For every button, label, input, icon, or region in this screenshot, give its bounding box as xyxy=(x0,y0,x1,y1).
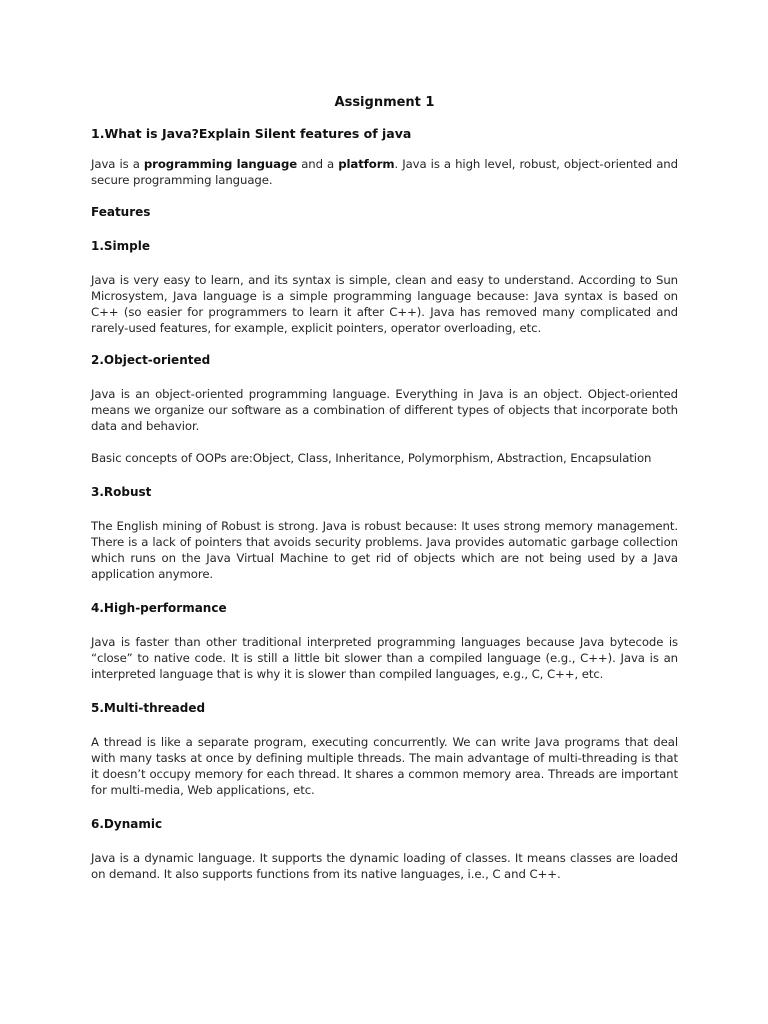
section-heading-dynamic: 6.Dynamic xyxy=(91,817,163,831)
intro-bold-programming-language: programming language xyxy=(143,157,298,171)
section-heading-simple: 1.Simple xyxy=(91,239,151,253)
section-paragraph-object-oriented: Java is an object-oriented programming language. Everything in Java is an object. Object-oriented means we organize our software as a combination of different types of objects that incorporate both data and behavior. xyxy=(91,387,678,433)
features-label: Features xyxy=(91,205,151,219)
intro-bold-platform: platform xyxy=(338,157,395,171)
document-title: Assignment 1 xyxy=(334,95,435,110)
section-heading-multi-threaded: 5.Multi-threaded xyxy=(91,701,206,715)
section-paragraph-multi-threaded: A thread is like a separate program, executing concurrently. We can write Java programs that deal with many tasks at once by defining multiple threads. The main advantage of multi-threading is that it doesn’t occupy memory for each thread. It shares a common memory area. Threads are important for multi-media, Web applications, etc. xyxy=(91,735,678,797)
section-paragraph-simple: Java is very easy to learn, and its syntax is simple, clean and easy to understand. According to Sun Microsystem, Java language is a simple programming language because: Java syntax is based on C++ (so easier for programmers to learn it after C++). Java has removed many complicated and rarely-used features, for example, explicit pointers, operator overloading, etc. xyxy=(91,273,678,335)
section-paragraph-dynamic: Java is a dynamic language. It supports the dynamic loading of classes. It means classes are loaded on demand. It also supports functions from its native languages, i.e., C and C++. xyxy=(91,851,678,881)
intro-text-2: and a xyxy=(297,157,339,171)
section-paragraph-robust: The English mining of Robust is strong. Java is robust because: It uses strong memory management. There is a lack of pointers that avoids security problems. Java provides automatic garbage collection which runs on the Java Virtual Machine to get rid of objects which are not being used by a Java application anymore. xyxy=(91,519,678,581)
document-page xyxy=(91,94,678,898)
intro-paragraph xyxy=(91,156,678,188)
section-paragraph-high-performance: Java is faster than other traditional interpreted programming languages because Java bytecode is “close” to native code. It is still a little bit slower than a compiled language (e.g., C++). Java is an interpreted language that is why it is slower than compiled languages, e.g., C, C++, etc. xyxy=(91,635,678,681)
section-heading-object-oriented: 2.Object-oriented xyxy=(91,353,211,367)
section-paragraph-oops-concepts: Basic concepts of OOPs are:Object, Class, Inheritance, Polymorphism, Abstraction, Encapsulation xyxy=(91,451,652,465)
intro-text-1: Java is a xyxy=(91,157,144,171)
section-heading-robust: 3.Robust xyxy=(91,485,152,499)
intro-text-3: . Java is a high level, robust, object-oriented and secure programming language. xyxy=(91,157,678,187)
section-heading-high-performance: 4.High-performance xyxy=(91,601,227,615)
question-heading: 1.What is Java?Explain Silent features of java xyxy=(91,126,412,141)
